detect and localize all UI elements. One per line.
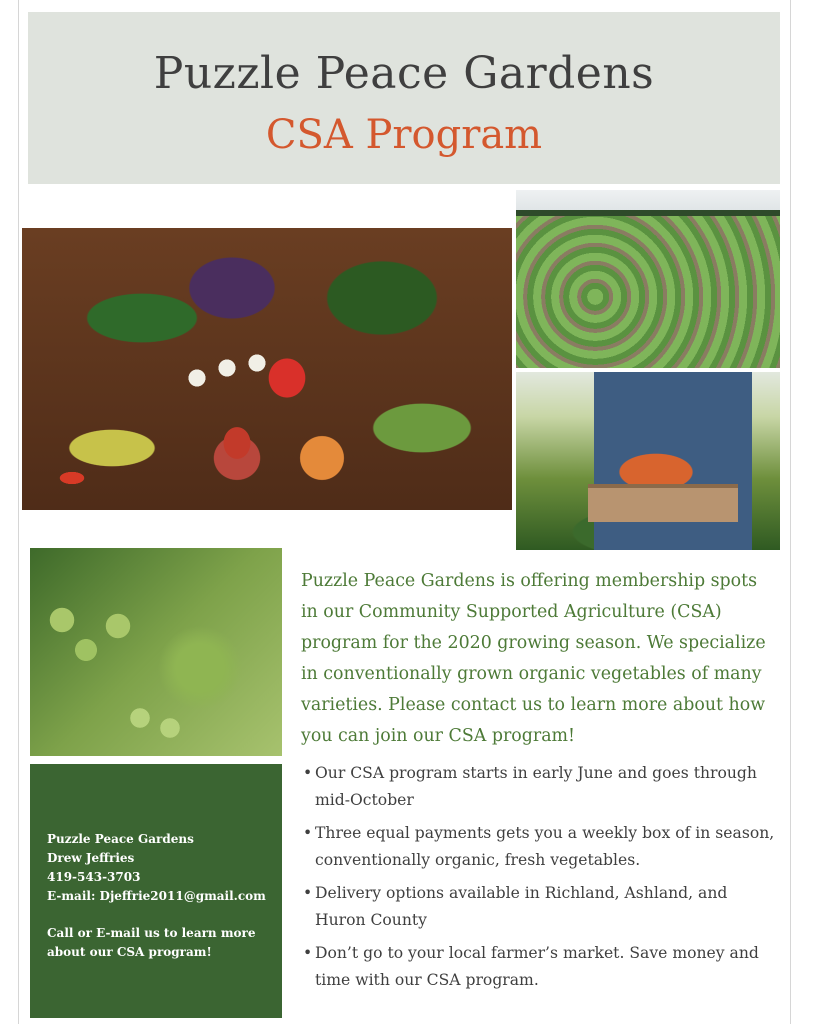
bullet-dot: • <box>303 824 313 842</box>
bullet-dot: • <box>303 764 313 782</box>
contact-details <box>47 830 275 962</box>
cabbage-field-photo <box>516 190 780 368</box>
bullet-item <box>303 880 787 934</box>
contact-box <box>30 764 282 1018</box>
intro-line: varieties. Please contact us to learn more about how <box>301 695 766 715</box>
bullet-dot: • <box>303 884 313 902</box>
bullet-dot: • <box>303 944 313 962</box>
intro-paragraph <box>301 566 787 752</box>
bullet-text: mid-October <box>315 791 414 809</box>
intro-line: in our Community Supported Agriculture (CSA) <box>301 602 722 622</box>
feature-bullet-list <box>303 760 787 1000</box>
contact-person: Drew Jeffries <box>47 851 135 865</box>
farmer-crate-photo <box>516 372 780 550</box>
header-banner <box>28 12 780 184</box>
contact-email: E-mail: Djeffrie2011@gmail.com <box>47 889 266 903</box>
bullet-item <box>303 760 787 814</box>
contact-business-name: Puzzle Peace Gardens <box>47 832 194 846</box>
contact-cta-line: about our CSA program! <box>47 945 212 959</box>
page-subtitle: CSA Program <box>265 112 543 158</box>
bullet-text: conventionally organic, fresh vegetables. <box>315 851 641 869</box>
contact-phone: 419-543-3703 <box>47 870 141 884</box>
intro-line: program for the 2020 growing season. We specialize <box>301 633 766 653</box>
bullet-item <box>303 820 787 874</box>
bullet-item <box>303 940 787 994</box>
intro-line: in conventionally grown organic vegetables of many <box>301 664 762 684</box>
bullet-text: Delivery options available in Richland, Ashland, and <box>315 884 728 902</box>
bullet-text: Huron County <box>315 911 427 929</box>
page-border-left <box>18 0 19 1024</box>
intro-line: you can join our CSA program! <box>301 726 576 746</box>
bullet-text: time with our CSA program. <box>315 971 539 989</box>
intro-line: Puzzle Peace Gardens is offering membership spots <box>301 571 758 591</box>
bullet-text: Our CSA program starts in early June and goes through <box>315 764 757 782</box>
green-tomatoes-photo <box>30 548 282 756</box>
bullet-text: Don’t go to your local farmer’s market. Save money and <box>315 944 759 962</box>
contact-cta-line: Call or E-mail us to learn more <box>47 926 256 940</box>
page-title: Puzzle Peace Gardens <box>153 48 655 99</box>
contact-spacer <box>47 906 275 924</box>
bullet-text: Three equal payments gets you a weekly box of in season, <box>315 824 775 842</box>
page-border-right <box>790 0 791 1024</box>
vegetables-box-photo <box>22 228 512 510</box>
